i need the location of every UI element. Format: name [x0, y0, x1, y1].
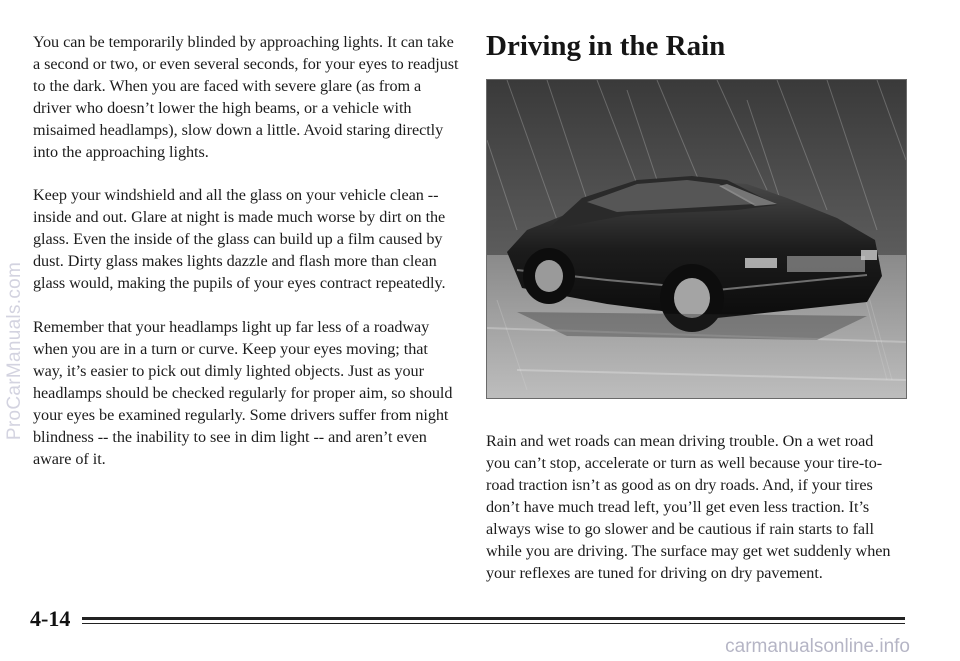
rain-paragraph: Rain and wet roads can mean driving trouble. On a wet road you can’t stop, accelerate or turn as well because your tire-to-road traction isn’t as good as on dry roads. And, if your tires don’t have much tread left, you’ll get even less traction. It’s always wise to go slower and be cautious if rain starts to fall while you are driving. The surface may get wet suddenly when your reflexes are tuned for driving on dry pavement.: [486, 432, 891, 582]
car-in-rain-illustration: [487, 80, 906, 398]
side-watermark-text: ProCarManuals.com: [4, 261, 25, 441]
headlamps-paragraph: Remember that your headlamps light up far less of a roadway when you are in a turn or curve. Keep your eyes moving; that way, it’s easier to pick out dimly lighted objects. Just as your headlamps should be checked regularly for proper aim, so should your eyes be examined regularly. Some drivers suffer from night blindness -- the inability to see in dim light -- and aren’t even aware of it.: [33, 318, 453, 468]
windshield-paragraph: Keep your windshield and all the glass on your vehicle clean -- inside and out. Glare at night is made much worse by dirt on the glass. Even the inside of the glass can build up a film caused by dust. Dirty glass makes lights dazzle and flash more than clean glass would, making the pupils of your eyes contract repeatedly.: [33, 186, 446, 292]
section-heading: Driving in the Rain: [486, 30, 726, 62]
page-number: 4-14: [30, 606, 71, 631]
side-watermark: [0, 0, 28, 661]
car-in-rain-photo: [486, 79, 907, 399]
footer-rule-bottom: [82, 623, 905, 624]
footer-watermark: carmanualsonline.info: [725, 636, 910, 657]
footer-rule-top: [82, 617, 905, 620]
glare-paragraph: You can be temporarily blinded by approaching lights. It can take a second or two, or even several seconds, for your eyes to readjust to the dark. When you are faced with severe glare (as from a driver who doesn’t lower the high beams, or a vehicle with misaimed headlamps), slow down a little. Avoid staring directly into the approaching lights.: [33, 33, 459, 161]
